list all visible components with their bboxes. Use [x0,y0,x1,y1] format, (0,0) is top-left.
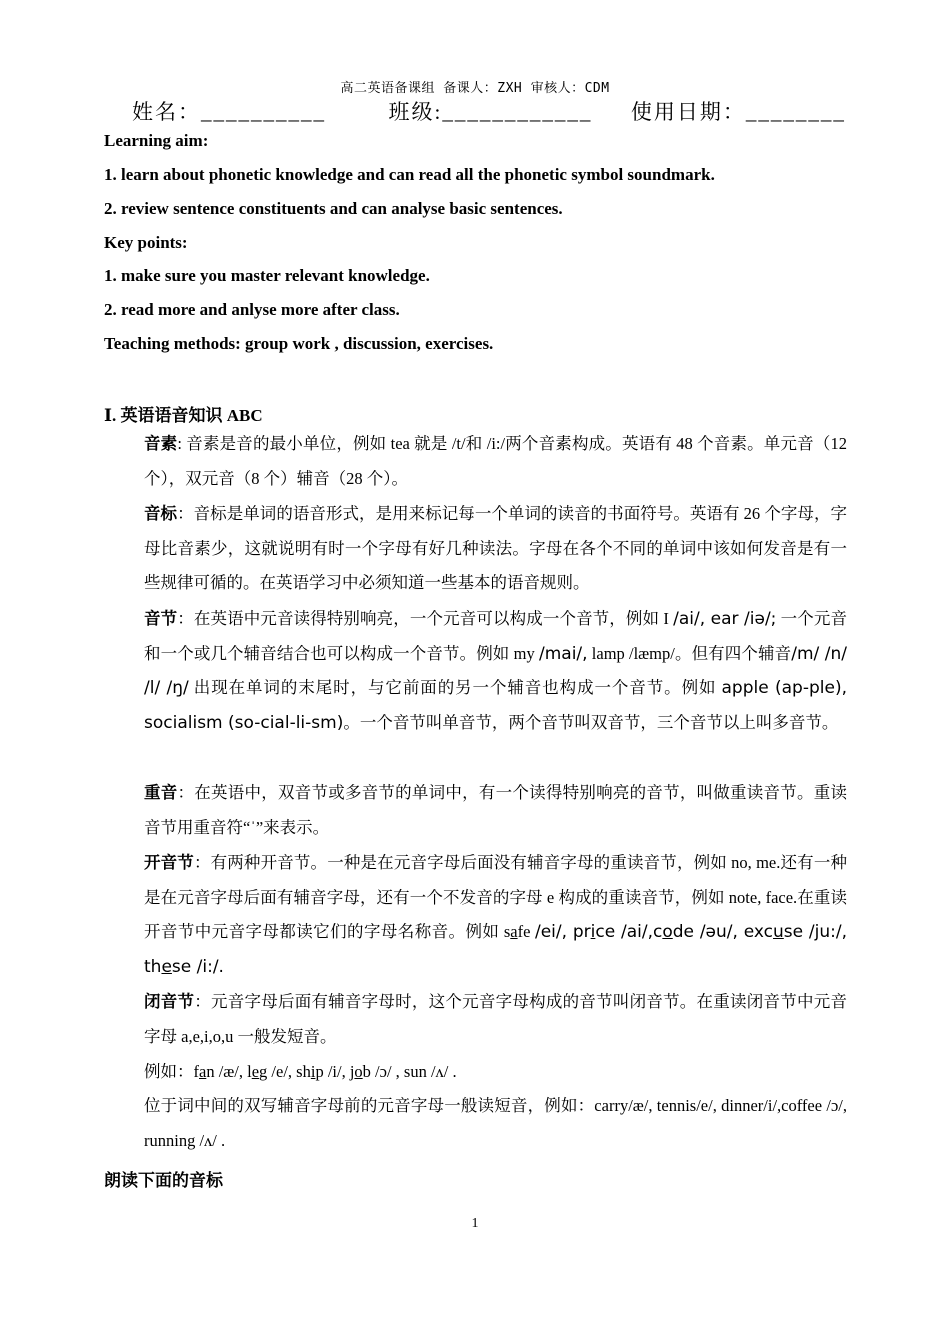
underlined-vowel: u [773,922,784,942]
syllable-text-4: 出现在单词的末尾时，与它前面的另一个辅音也构成一个音节。例如 [188,678,722,697]
open-syllable-term: 开音节 [144,853,194,872]
phonetic-symbol-paragraph [104,497,847,601]
section-title: Ⅰ. 英语语音知识 ABC [104,406,263,425]
phonetic-symbol-term: 音标 [144,504,178,523]
example-prefix: 例如：f [144,1062,199,1081]
stress-paragraph [104,776,847,845]
read-phonetics-title: 朗读下面的音标 [104,1171,223,1190]
class-blank: ____________ [442,100,593,124]
date-label: 使用日期： [630,100,746,124]
example-segment: p /i/, j [315,1062,355,1081]
open-syllable-text-2: fe [517,922,535,941]
closed-syllable-text: ：元音字母后面有辅音字母时，这个元音字母构成的音节叫闭音节。在重读闭音节中元音字母 a,e,i,o,u 一般发短音。 [144,992,848,1046]
open-syllable-phonetic-c: de /əu/, exc [672,922,774,942]
student-info-row [132,96,846,126]
syllable-text-1: ：在英语中元音读得特别响亮，一个元音可以构成一个音节，例如 I [177,609,674,628]
syllable-text-3: lamp /læmp/。但有四个辅音 [587,643,792,663]
name-label: 姓名： [132,100,201,124]
closed-syllable-paragraph [104,985,847,1054]
underlined-vowel: o [662,922,673,942]
key-point-2: 2. read more and anlyse more after class. [104,300,400,319]
phoneme-text: : 音素是音的最小单位，例如 tea 就是 /t/和 /i:/两个音素构成。英语有 48 个音素。单元音（12 个），双元音（8 个）辅音（28 个）。 [144,434,848,488]
underlined-vowel: e [161,956,172,977]
underlined-vowel: a [510,922,518,941]
aim-2: 2. review sentence constituents and can analyse basic sentences. [104,199,563,218]
class-label: 班级: [388,100,443,124]
syllable-text-2: 一个元音和一个或几个辅音结合也可以构成一个音节。例如 my [144,609,848,663]
phoneme-paragraph [104,427,847,496]
aim-1: 1. learn about phonetic knowledge and can read all the phonetic symbol soundmark. [104,165,715,184]
syllable-phonetic-3: /m/ /n/ /l/ /ŋ/ [144,643,847,698]
underlined-vowel: a [199,1062,207,1081]
underlined-vowel: i [590,922,596,942]
name-blank: __________ [201,100,326,124]
open-syllable-paragraph [104,846,847,984]
underlined-vowel: i [310,1062,316,1081]
open-syllable-phonetic-d: se /ju:/, th [144,922,848,977]
open-syllable-text-1: ：有两种开音节。一种是在元音字母后面没有辅音字母的重读音节，例如 no, me.还有一种是在元音字母后面有辅音字母，还有一个不发音的字母 e 构成的重读音节，例如 note, face.在重读开音节中元音字母都读它们的字母名称音。例如 s [144,853,847,941]
stress-text: ：在英语中，双音节或多音节的单词中，有一个读得特别响亮的音节，叫做重读音节。重读音节用重音符“ˈ”来表示。 [144,783,848,837]
syllable-term: 音节 [144,609,178,628]
open-syllable-phonetic-e: se /i:/. [171,956,224,977]
key-point-1: 1. make sure you master relevant knowledge. [104,266,430,285]
syllable-text-5: 。一个音节叫单音节，两个音节叫双音节，三个音节以上叫多音节。 [343,712,839,732]
underlined-vowel: e [251,1062,260,1081]
header-line: 高二英语备课组 备课人：ZXH 审核人：CDM [340,81,610,96]
open-syllable-phonetic-a: /ei/, pr [534,922,591,942]
example-segment: n /æ/, l [206,1062,252,1081]
syllable-phonetic-1: /ai/, ear /iə/; [673,609,777,629]
key-points-title: Key points: [104,233,188,252]
closed-syllable-examples [104,1055,847,1090]
example-segment: g /e/, sh [259,1062,311,1081]
stress-term: 重音 [144,783,178,802]
closed-syllable-term: 闭音节 [144,992,195,1011]
teaching-methods: Teaching methods: group work , discussion, exercises. [104,334,494,353]
syllable-example: apple (ap-ple), socialism (so-cial-li-sm) [144,678,847,733]
double-consonant-paragraph [104,1089,847,1158]
learning-aim-title: Learning aim: [104,131,209,150]
date-blank: ________ [745,100,846,124]
phoneme-term: 音素 [144,434,178,453]
syllable-paragraph [104,602,847,740]
double-consonant-text: 位于词中间的双写辅音字母前的元音字母一般读短音，例如：carry/æ/, tennis/e/, dinner/i/,coffee /ɔ/, running /ʌ/ . [144,1096,847,1150]
phonetic-symbol-text: ：音标是单词的语音形式，是用来标记每一个单词的读音的书面符号。英语有 26 个字母，字母比音素少，这就说明有时一个字母有好几种读法。字母在各个不同的单词中该如何发音是有一些规律可循的。在英语学习中必须知道一些基本的语音规则。 [144,504,848,592]
open-syllable-phonetic-b: ce /ai/,c [595,922,663,942]
example-segment: b /ɔ/ , sun /ʌ/ . [362,1062,457,1081]
page-number: 1 [471,1216,479,1231]
underlined-vowel: o [354,1062,363,1081]
syllable-phonetic-2: /mai/, [538,643,588,664]
